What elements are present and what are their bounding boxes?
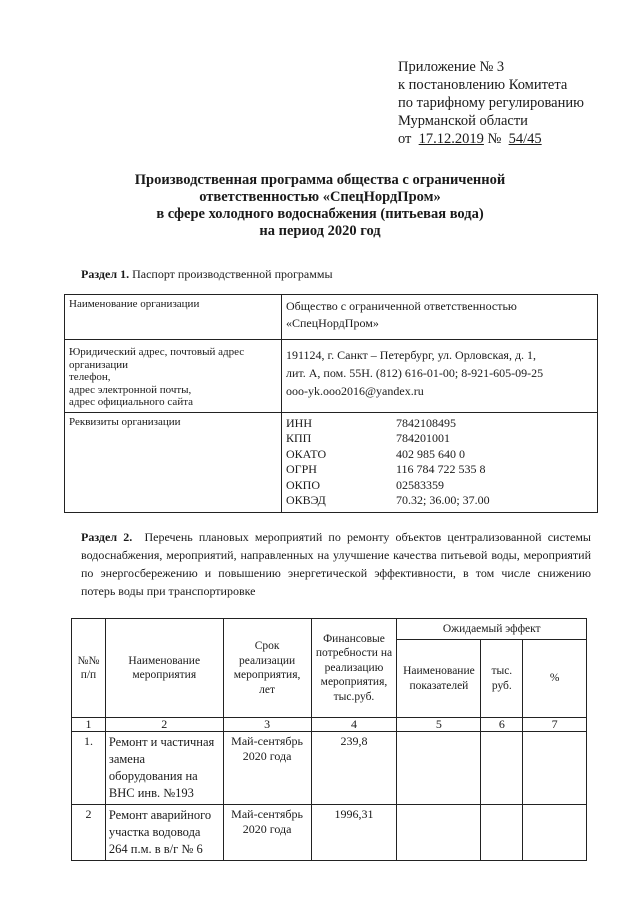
row-number: 1. bbox=[72, 732, 106, 805]
date-prefix: от bbox=[398, 131, 412, 147]
header-row bbox=[72, 619, 587, 640]
appendix-block bbox=[398, 58, 584, 148]
address-line: лит. А, пом. 55Н. (812) 616-01-00; 8-921-605-09-25 bbox=[286, 366, 544, 380]
requisite-row bbox=[286, 478, 593, 494]
passport-label: Наименование организации bbox=[65, 295, 282, 340]
decree-number: 54/45 bbox=[508, 131, 542, 147]
empty-cell bbox=[523, 805, 587, 861]
requisite-value: 116 784 722 535 8 bbox=[396, 462, 486, 476]
header-percent: % bbox=[523, 640, 587, 718]
row-number: 2 bbox=[72, 805, 106, 861]
appendix-line: по тарифному регулированию bbox=[398, 95, 584, 111]
measure-name: Ремонт и частичная замена оборудования на ВНС инв. №193 bbox=[105, 732, 223, 805]
column-number: 6 bbox=[481, 718, 523, 732]
section1-heading bbox=[81, 267, 333, 282]
requisite-key: КПП bbox=[286, 431, 312, 445]
column-number-row bbox=[72, 718, 587, 732]
passport-table bbox=[64, 294, 598, 513]
empty-cell bbox=[397, 805, 481, 861]
column-number: 4 bbox=[311, 718, 397, 732]
title-line: Производственная программа общества с ограниченной bbox=[134, 172, 506, 188]
header-num: №№ п/п bbox=[72, 619, 106, 718]
column-number: 3 bbox=[223, 718, 311, 732]
measures-table bbox=[71, 618, 587, 861]
title-line: в сфере холодного водоснабжения (питьевая вода) bbox=[156, 206, 484, 222]
decree-date: 17.12.2019 bbox=[418, 131, 484, 147]
document-title bbox=[60, 172, 580, 240]
requisite-row bbox=[286, 416, 593, 432]
number-prefix: № bbox=[487, 131, 502, 147]
passport-row-address bbox=[65, 340, 598, 413]
header-thousand: тыс. руб. bbox=[481, 640, 523, 718]
appendix-line: к постановлению Комитета bbox=[398, 77, 568, 93]
appendix-line: Мурманской области bbox=[398, 113, 528, 129]
requisite-row bbox=[286, 493, 593, 509]
header-term: Срок реализации мероприятия, лет bbox=[223, 619, 311, 718]
empty-cell bbox=[481, 732, 523, 805]
requisite-key: ОГРН bbox=[286, 462, 317, 476]
header-effect: Ожидаемый эффект bbox=[397, 619, 587, 640]
requisite-value: 784201001 bbox=[396, 431, 450, 445]
appendix-line: Приложение № 3 bbox=[398, 59, 505, 75]
passport-value bbox=[282, 412, 598, 512]
requisite-row bbox=[286, 462, 593, 478]
measure-name: Ремонт аварийного участка водовода 264 п.м. в в/г № 6 bbox=[105, 805, 223, 861]
table-row bbox=[72, 805, 587, 861]
section2-label: Раздел 2. bbox=[81, 530, 133, 544]
empty-cell bbox=[397, 732, 481, 805]
label-line: адрес электронной почты, bbox=[69, 383, 192, 396]
appendix-date-line bbox=[398, 130, 584, 148]
title-line: ответственностью «СпецНордПром» bbox=[199, 189, 441, 205]
title-line: на период 2020 год bbox=[259, 223, 381, 239]
passport-label bbox=[65, 340, 282, 413]
label-line: организации bbox=[69, 358, 129, 371]
requisite-value: 7842108495 bbox=[396, 415, 456, 430]
column-number: 1 bbox=[72, 718, 106, 732]
measure-term: Май-сентябрь 2020 года bbox=[223, 805, 311, 861]
table-row bbox=[72, 732, 587, 805]
column-number: 7 bbox=[523, 718, 587, 732]
requisite-key: ИНН bbox=[286, 415, 312, 430]
measure-finance: 239,8 bbox=[311, 732, 397, 805]
header-name: Наименование мероприятия bbox=[105, 619, 223, 718]
column-number: 2 bbox=[105, 718, 223, 732]
label-line: адрес официального сайта bbox=[69, 396, 194, 408]
section1-label: Раздел 1. bbox=[81, 267, 130, 281]
requisite-row bbox=[286, 431, 593, 447]
requisite-value: 402 985 640 0 bbox=[396, 446, 465, 461]
empty-cell bbox=[523, 732, 587, 805]
org-name-line: «СпецНордПром» bbox=[286, 316, 379, 330]
passport-value bbox=[282, 295, 598, 340]
passport-row-name bbox=[65, 295, 598, 340]
requisite-key: ОКВЭД bbox=[286, 493, 326, 507]
passport-label: Реквизиты организации bbox=[65, 412, 282, 512]
requisite-value: 02583359 bbox=[396, 477, 444, 492]
section1-text: Паспорт производственной программы bbox=[132, 267, 333, 281]
org-name-line: Общество с ограниченной ответственностью bbox=[286, 299, 517, 313]
header-finance: Финансовые потребности на реализацию мероприятия, тыс.руб. bbox=[311, 619, 397, 718]
section2-text: Перечень плановых мероприятий по ремонту объектов централизованной системы водоснабжения, мероприятий, направленных на улучшение качества питьевой воды, мероприятий по энергосбережению и повышению энергетической эффективности, в том числе снижению потерь воды при транспортировке bbox=[81, 530, 591, 598]
address-line: 191124, г. Санкт – Петербург, ул. Орловская, д. 1, bbox=[286, 348, 537, 362]
header-indicator: Наименование показателей bbox=[397, 640, 481, 718]
column-number: 5 bbox=[397, 718, 481, 732]
section2-heading bbox=[81, 528, 591, 600]
passport-value bbox=[282, 340, 598, 413]
requisite-value: 70.32; 36.00; 37.00 bbox=[396, 493, 490, 507]
requisite-key: ОКПО bbox=[286, 477, 321, 492]
measure-finance: 1996,31 bbox=[311, 805, 397, 861]
measure-term: Май-сентябрь 2020 года bbox=[223, 732, 311, 805]
passport-row-requisites bbox=[65, 412, 598, 512]
label-line: телефон, bbox=[69, 371, 111, 383]
label-line: Юридический адрес, почтовый адрес bbox=[69, 346, 245, 358]
empty-cell bbox=[481, 805, 523, 861]
email-line: ooo-yk.ooo2016@yandex.ru bbox=[286, 384, 424, 398]
requisite-key: ОКАТО bbox=[286, 446, 327, 461]
requisite-row bbox=[286, 447, 593, 463]
